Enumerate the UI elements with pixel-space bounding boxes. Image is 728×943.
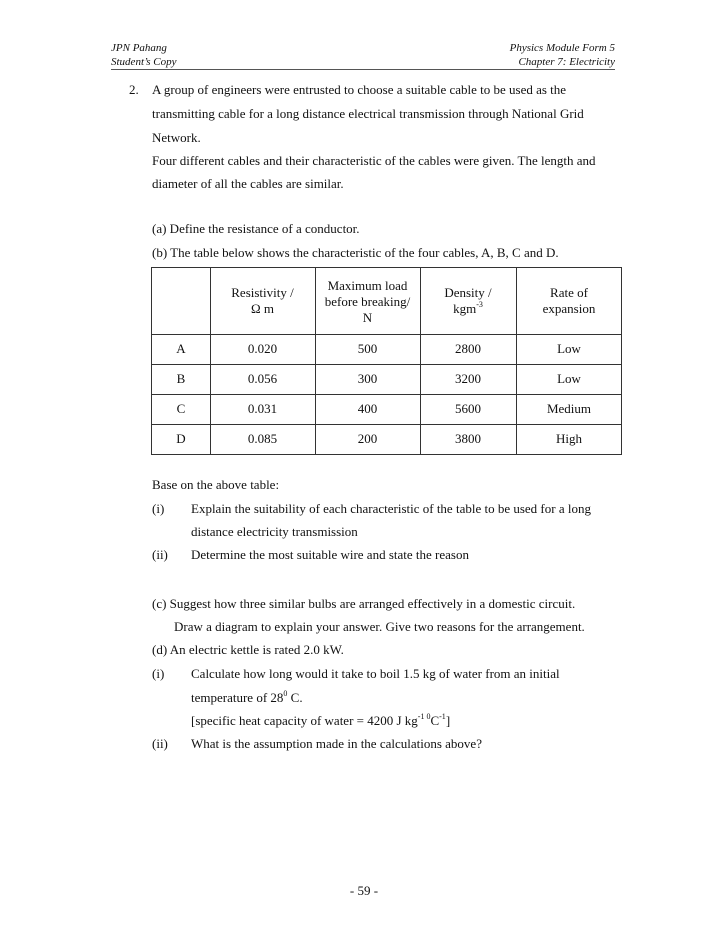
- table-cell: Medium: [546, 401, 592, 416]
- table-cell: Low: [557, 371, 581, 386]
- header-right-line1: Physics Module Form 5: [509, 42, 615, 54]
- header-density-line1: Density /: [444, 285, 492, 300]
- header-resistivity: [210, 285, 315, 317]
- d-i-label: (i): [152, 666, 165, 681]
- part-d: (d) An electric kettle is rated 2.0 kW.: [152, 642, 344, 657]
- intro-line-5: diameter of all the cables are similar.: [152, 176, 344, 191]
- header-resistivity-line1: Resistivity /: [231, 285, 294, 300]
- b-ii-label: (ii): [152, 547, 168, 562]
- part-b: (b) The table below shows the characteristic of the four cables, A, B, C and D.: [152, 245, 559, 260]
- d-i-line-3: [191, 713, 450, 729]
- header-max-load: [315, 278, 420, 326]
- table-cell: 3800: [455, 431, 481, 446]
- degree-superscript: 0: [283, 688, 288, 698]
- table-cell: A: [176, 341, 186, 356]
- table-row-divider: [152, 424, 621, 425]
- intro-line-1: A group of engineers were entrusted to choose a suitable cable to be used as the: [152, 82, 567, 97]
- part-c-line-2: Draw a diagram to explain your answer. Give two reasons for the arrangement.: [174, 619, 585, 634]
- d-i-line-2-pre: temperature of 28: [191, 690, 284, 705]
- header-rule: [111, 69, 615, 70]
- table-cell: 3200: [455, 371, 481, 386]
- b-i-line-2: distance electricity transmission: [191, 524, 358, 539]
- header-resistivity-unit: Ω m: [250, 301, 275, 316]
- d-i-line-1: Calculate how long would it take to boil 1.5 kg of water from an initial: [191, 666, 560, 681]
- table-cell: 5600: [455, 401, 481, 416]
- header-max-load-unit: N: [362, 310, 373, 325]
- b-ii-text: Determine the most suitable wire and state the reason: [191, 547, 469, 562]
- d-i-line-3-pre: [specific heat capacity of water = 4200 J kg: [191, 713, 418, 728]
- table-cell: High: [556, 431, 582, 446]
- table-cell: D: [176, 431, 186, 446]
- d-i-line-3-post: ]: [445, 713, 451, 728]
- header-density-unit-exp: -3: [476, 299, 483, 309]
- header-expansion-line1: Rate of: [550, 285, 588, 300]
- part-a: (a) Define the resistance of a conductor.: [152, 221, 360, 236]
- header-expansion-line2: expansion: [542, 301, 596, 316]
- header-max-load-line2: before breaking/: [324, 294, 411, 309]
- header-max-load-line1: Maximum load: [327, 278, 408, 293]
- table-cell: 0.020: [247, 341, 278, 356]
- table-cell: C: [176, 401, 186, 416]
- intro-line-4: Four different cables and their characteristic of the cables were given. The length and: [152, 153, 596, 168]
- intro-line-3: Network.: [152, 130, 201, 145]
- base-text: Base on the above table:: [152, 477, 280, 492]
- table-cell: 200: [357, 431, 378, 446]
- table-cell: 500: [357, 341, 378, 356]
- table-row-divider: [152, 364, 621, 365]
- table-row-divider: [152, 394, 621, 395]
- b-i-line-1: Explain the suitability of each characteristic of the table to be used for a long: [191, 501, 591, 516]
- header-density: [420, 285, 516, 317]
- d-i-line-3-sup2: -1: [439, 711, 446, 721]
- table-cell: 300: [357, 371, 378, 386]
- intro-line-2: transmitting cable for a long distance electrical transmission through National Grid: [152, 106, 584, 121]
- table-cell: Low: [557, 341, 581, 356]
- header-expansion: [516, 285, 622, 317]
- d-ii-label: (ii): [152, 736, 168, 751]
- d-ii-text: What is the assumption made in the calculations above?: [191, 736, 482, 751]
- d-i-line-2-post: C.: [287, 690, 303, 705]
- header-left-line1: JPN Pahang: [111, 42, 167, 54]
- table-cell: 0.056: [247, 371, 278, 386]
- header-left-line2: Student’s Copy: [111, 56, 177, 68]
- question-number: 2.: [129, 82, 139, 97]
- table-cell: B: [176, 371, 186, 386]
- header-density-unit-base: kgm: [453, 301, 477, 316]
- table-cell: 0.031: [247, 401, 278, 416]
- d-i-line-3-sup1: -1 0: [417, 711, 431, 721]
- table-cell: 2800: [455, 341, 481, 356]
- table-row-divider: [152, 334, 621, 335]
- b-i-label: (i): [152, 501, 165, 516]
- cable-table: [151, 267, 622, 455]
- table-cell: 400: [357, 401, 378, 416]
- table-cell: 0.085: [247, 431, 278, 446]
- part-c-line-1: (c) Suggest how three similar bulbs are arranged effectively in a domestic circuit.: [152, 596, 576, 611]
- d-i-line-2: [191, 690, 303, 706]
- page-number: - 59 -: [349, 883, 379, 898]
- d-i-line-3-mid: C: [430, 713, 440, 728]
- header-right-line2: Chapter 7: Electricity: [518, 56, 615, 68]
- header-density-unit: [420, 301, 516, 317]
